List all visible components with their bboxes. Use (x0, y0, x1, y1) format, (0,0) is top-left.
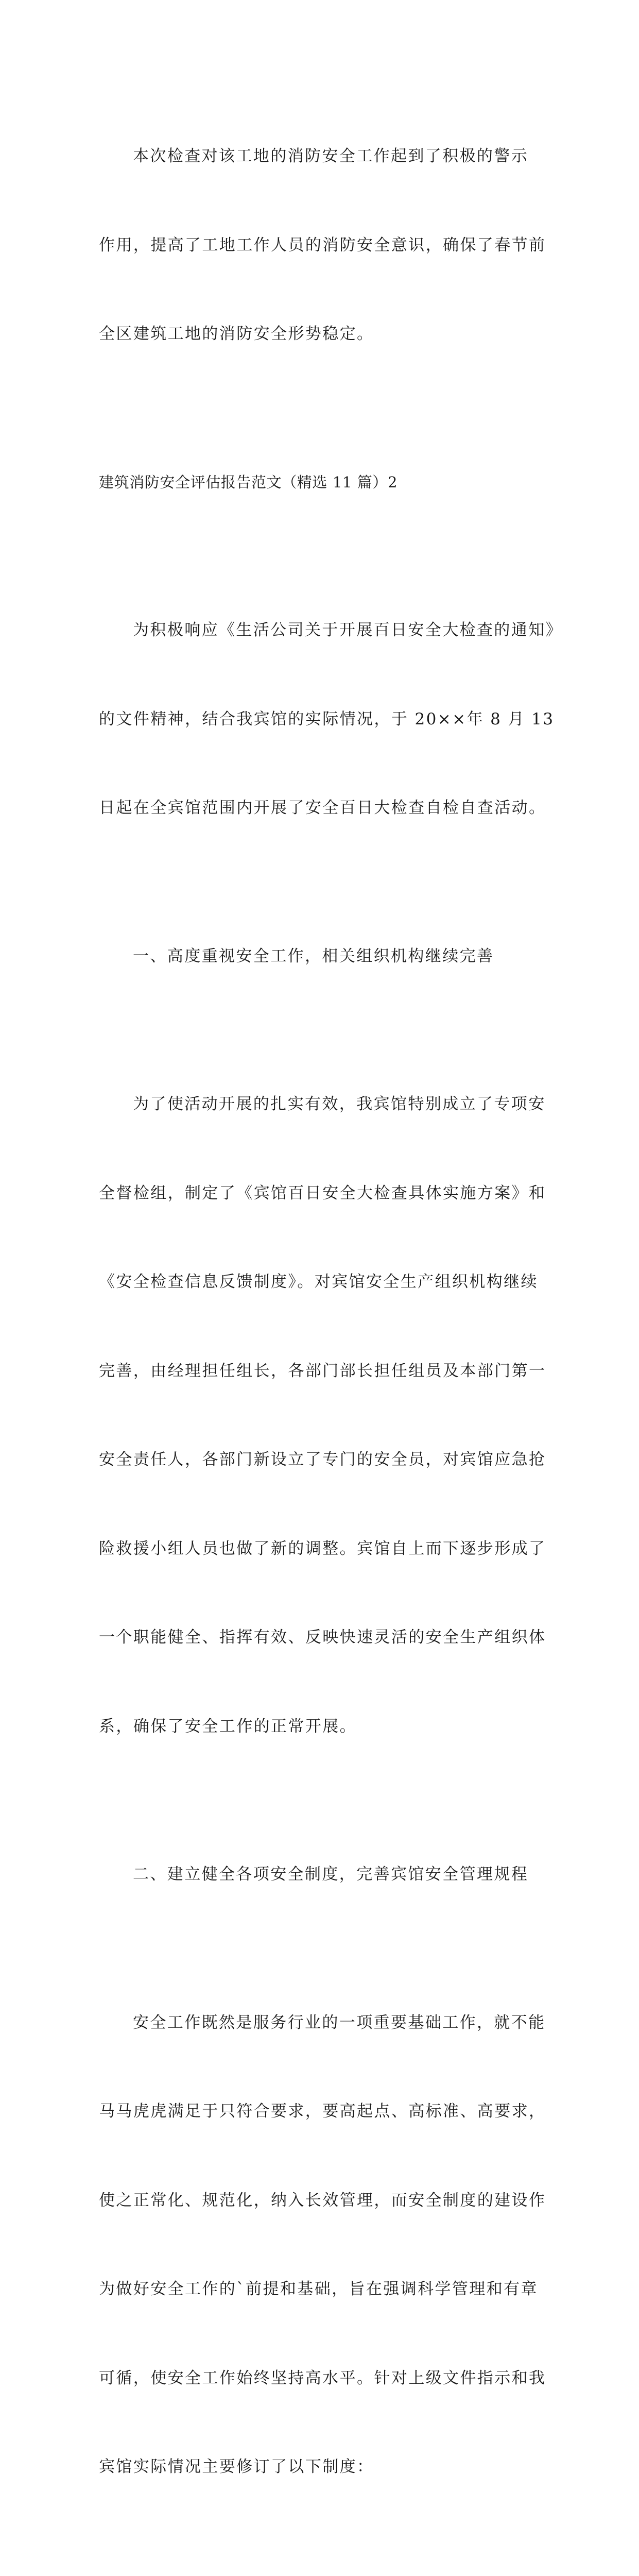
heading-line: 二、建立健全各项安全制度，完善宾馆安全管理规程 (99, 1860, 542, 1890)
text-line: 《安全检查信息反馈制度》。对宾馆安全生产组织机构继续 (99, 1267, 542, 1297)
paragraph-section-two (99, 1949, 542, 2541)
text-line: 险救援小组人员也做了新的调整。宾馆自上而下逐步形成了 (99, 1534, 542, 1564)
document-page (0, 0, 639, 904)
heading-line: 一、高度重视安全工作，相关组织机构继续完善 (99, 942, 542, 972)
text-line: 全督检组，制定了《宾馆百日安全大检查具体实施方案》和 (99, 1179, 542, 1209)
text-line: 一个职能健全、指挥有效、反映快速灵活的安全生产组织体 (99, 1623, 542, 1653)
text-line: 使之正常化、规范化，纳入长效管理，而安全制度的建设作 (99, 2186, 542, 2216)
text-line: 完善，由经理担任组长，各部门部长担任组员及本部门第一 (99, 1357, 542, 1386)
text-line: 安全责任人，各部门新设立了专门的安全员，对宾馆应急抢 (99, 1445, 542, 1475)
text-line: 为了使活动开展的扎实有效，我宾馆特别成立了专项安 (99, 1090, 542, 1120)
text-line: 本次检查对该工地的消防安全工作起到了积极的警示 (99, 142, 542, 172)
document-body (99, 82, 542, 2576)
paragraph-inspection-result (99, 82, 542, 409)
text-line: 为积极响应《生活公司关于开展百日安全大检查的通知》 (99, 616, 542, 646)
text-line: 日起在全宾馆范围内开展了安全百日大检查自检自查活动。 (99, 793, 542, 823)
text-line: 的文件精神，结合我宾馆的实际情况，于 20××年 8 月 13 (99, 705, 542, 735)
text-line: 为做好安全工作的`前提和基础，旨在强调科学管理和有章 (99, 2275, 542, 2304)
text-line: 系，确保了安全工作的正常开展。 (99, 1712, 542, 1742)
subtitle-line: 建筑消防安全评估报告范文（精选 11 篇）2 (99, 468, 542, 498)
text-line: 作用，提高了工地工作人员的消防安全意识，确保了春节前 (99, 231, 542, 261)
list-item-hotel-safety-rules (99, 2541, 542, 2576)
text-line: 安全工作既然是服务行业的一项重要基础工作，就不能 (99, 2008, 542, 2038)
text-line: 全区建筑工地的消防安全形势稳定。 (99, 319, 542, 349)
heading-section-one (99, 883, 542, 1031)
section-subtitle (99, 409, 542, 557)
paragraph-intro (99, 556, 542, 883)
text-line: 宾馆实际情况主要修订了以下制度： (99, 2452, 542, 2482)
heading-section-two (99, 1801, 542, 1949)
text-line: 马马虎虎满足于只符合要求，要高起点、高标准、高要求， (99, 2097, 542, 2127)
text-line: 可循，使安全工作始终坚持高水平。针对上级文件指示和我 (99, 2364, 542, 2394)
paragraph-section-one (99, 1030, 542, 1801)
